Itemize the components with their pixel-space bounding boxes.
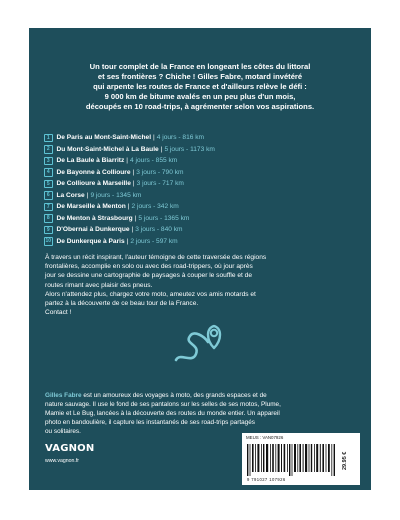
road-trip-item <box>44 224 364 236</box>
intro-line: et ses frontières ? Chiche ! Gilles Fabre, motard invétéré <box>97 72 303 81</box>
road-trip-name: De Marseille à Menton <box>56 203 126 211</box>
price-label: 29.95 € <box>342 451 348 471</box>
product-reference: MEUS : VAN07926 <box>246 435 284 440</box>
road-trip-name: De Paris au Mont-Saint-Michel <box>56 134 152 142</box>
number-badge: 8 <box>44 214 53 223</box>
intro-text <box>39 62 361 112</box>
road-trip-item <box>44 155 364 167</box>
road-trip-item <box>44 190 364 202</box>
road-trip-duration: 9 jours - 1345 km <box>90 191 142 199</box>
separator: | <box>153 134 155 142</box>
road-trip-duration: 4 jours - 816 km <box>156 134 205 142</box>
road-trip-name: De Collioure à Marseille <box>56 180 131 188</box>
road-trip-item <box>44 236 364 248</box>
road-trip-duration: 3 jours - 790 km <box>136 168 184 176</box>
intro-line: 9 000 km de bitume avalés en un peu plus d'un mois, <box>104 92 296 101</box>
intro-line: Un tour complet de la France en longeant les côtes du littoral <box>89 62 311 71</box>
author-bio-line: Mamie et Le Bug, lancées à la découverte des routes du monde entier. Un appareil <box>45 410 280 417</box>
author-bio-line <box>45 391 365 400</box>
road-trip-duration: 3 jours - 840 km <box>135 226 183 234</box>
description-text <box>45 253 363 317</box>
separator: | <box>134 214 137 222</box>
description-line: À travers un récit inspirant, l'auteur témoigne de cette traversée des régions <box>45 254 267 261</box>
road-trip-item <box>44 167 364 179</box>
road-trip-name: De Dunkerque à Paris <box>56 237 125 245</box>
author-bio <box>45 391 365 436</box>
road-trip-duration: 2 jours - 342 km <box>131 203 179 211</box>
road-trip-item <box>44 201 364 213</box>
road-trip-item <box>44 144 364 156</box>
road-trip-name: De Bayonne à Collioure <box>56 168 131 176</box>
road-trip-name: De Menton à Strasbourg <box>56 214 133 222</box>
number-badge: 7 <box>44 203 53 212</box>
separator: | <box>160 145 163 153</box>
separator: | <box>86 191 89 199</box>
description-line: jour se dessine une cartographie de paysages à couper le souffle et de <box>45 272 252 280</box>
barcode-label <box>242 433 360 485</box>
road-trip-list <box>44 132 364 247</box>
separator: | <box>131 226 134 234</box>
back-cover <box>29 28 371 490</box>
number-badge: 9 <box>44 226 53 235</box>
author-bio-line: nature sauvage. Il use le fond de ses pantalons sur les selles de ses motos, Plume, <box>45 401 281 408</box>
description-line: partez à la découverte de ce beau tour de la France. <box>45 300 199 308</box>
author-bio-line: ou solitaires. <box>45 428 81 435</box>
intro-line: découpés en 10 road-trips, à agrémenter selon vos aspirations. <box>85 102 315 111</box>
number-badge: 6 <box>44 191 53 200</box>
publisher-logo: VAGNON <box>45 443 95 454</box>
road-trip-item <box>44 178 364 190</box>
description-line: Alors n'attendez plus, chargez votre moto, ameutez vos amis motards et <box>45 290 256 298</box>
number-badge: 4 <box>44 168 53 177</box>
road-trip-duration: 5 jours - 1173 km <box>164 145 215 153</box>
description-line: Contact ! <box>45 309 72 317</box>
road-trip-duration: 3 jours - 717 km <box>136 180 184 188</box>
author-bio-line: photo en bandoulière, il capture les instantanés de ses road-trips partagés <box>45 419 255 426</box>
description-line: routes rimant avec plaisir des pneus. <box>45 281 153 289</box>
road-trip-item <box>44 132 364 144</box>
number-badge: 5 <box>44 180 53 189</box>
road-trip-name: La Corse <box>56 191 85 199</box>
author-bio-text: est un amoureux des voyages à moto, des grands espaces et de <box>81 392 267 399</box>
barcode-icon <box>247 444 337 476</box>
separator: | <box>132 180 135 188</box>
separator: | <box>126 237 129 245</box>
intro-line: qui arpente les routes de France et d'ailleurs relève le défi : <box>93 82 307 91</box>
number-badge: 2 <box>44 145 53 154</box>
number-badge: 1 <box>44 134 53 143</box>
publisher-website: www.vagnon.fr <box>45 458 80 464</box>
separator: | <box>126 157 129 165</box>
number-badge: 10 <box>45 238 52 244</box>
author-name: Gilles Fabre <box>45 392 82 399</box>
road-trip-name: D'Obernai à Dunkerque <box>56 226 130 234</box>
description-line: frontalières, accomplie en solo ou avec des road-trippers, où jour après <box>45 263 253 271</box>
road-trip-item <box>44 213 364 225</box>
isbn-number: 9 791027 107926 <box>247 477 286 482</box>
separator: | <box>127 203 130 211</box>
road-trip-name: Du Mont-Saint-Michel à La Baule <box>56 145 159 153</box>
separator: | <box>132 168 135 176</box>
road-trip-duration: 5 jours - 1365 km <box>138 214 190 222</box>
road-trip-name: De La Baule à Biarritz <box>56 157 125 165</box>
winding-road-with-location-pin-icon <box>172 322 228 368</box>
road-trip-duration: 4 jours - 855 km <box>130 157 178 165</box>
number-badge: 3 <box>44 157 53 166</box>
road-trip-duration: 2 jours - 597 km <box>130 237 178 245</box>
